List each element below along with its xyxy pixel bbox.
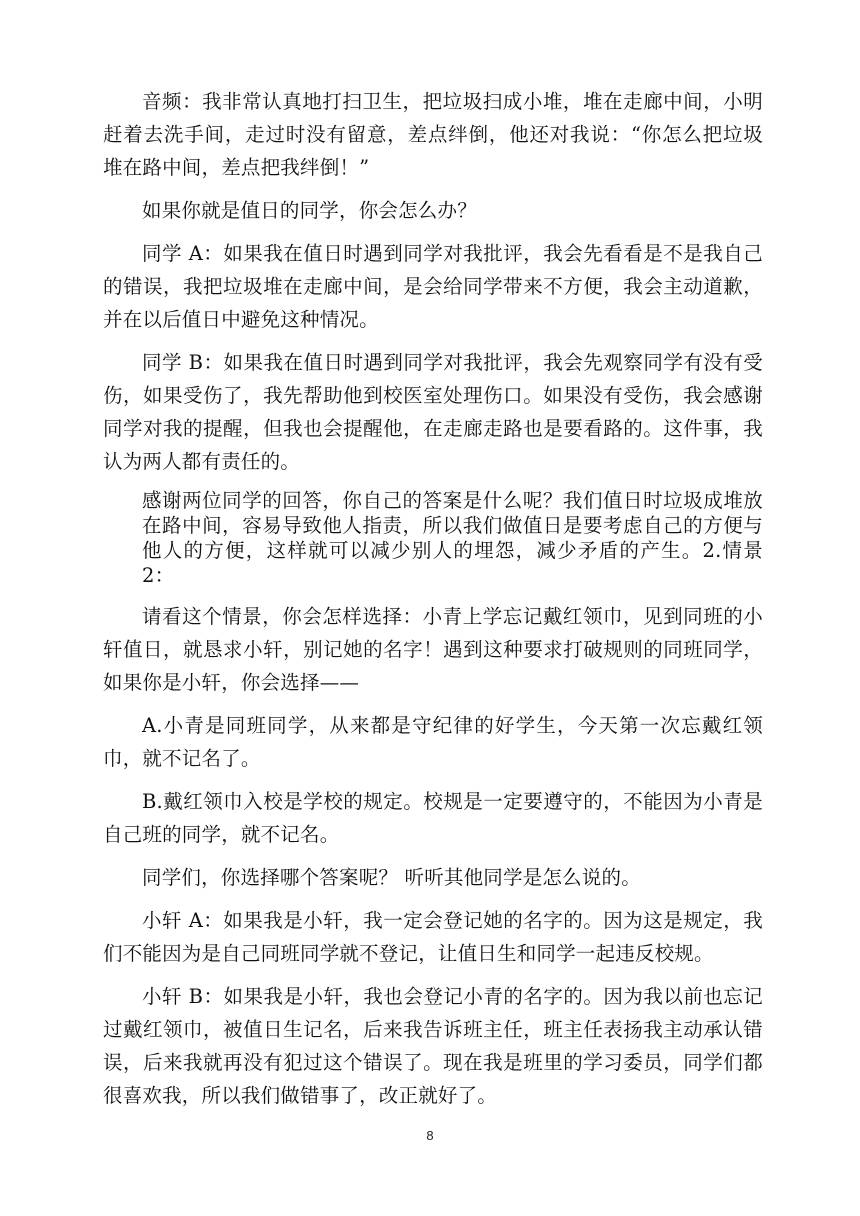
paragraph-student-a: 同学 A：如果我在值日时遇到同学对我批评，我会先看看是不是我自己的错误，我把垃圾堆在走廊中间，是会给同学带来不方便，我会主动道歉，并在以后值日中避免这种情况。 [103, 242, 763, 331]
paragraph-option-b: B.戴红领巾入校是学校的规定。校规是一定要遵守的，不能因为小青是自己班的同学，就不记名。 [103, 790, 763, 846]
paragraph-choice-question: 同学们，你选择哪个答案呢？ 听听其他同学是怎么说的。 [142, 866, 641, 889]
paragraph-audio: 音频：我非常认真地打扫卫生，把垃圾扫成小堆，堆在走廊中间，小明赶着去洗手间，走过时没有留意，差点绊倒，他还对我说：“你怎么把垃圾堆在路中间，差点把我绊倒！” [103, 90, 763, 179]
page-content [103, 85, 763, 1122]
paragraph-student-b: 同学 B：如果我在值日时遇到同学对我批评，我会先观察同学有没有受伤，如果受伤了，我先帮助他到校医室处理伤口。如果没有受伤，我会感谢同学对我的提醒，但我也会提醒他，在走廊走路也是要看路的。这件事，我认为两人都有责任的。 [103, 351, 763, 473]
paragraph-summary: 感谢两位同学的回答，你自己的答案是什么呢？我们值日时垃圾成堆放在路中间，容易导致他人指责，所以我们做值日是要考虑自己的方便与 他人的方便，这样就可以减少别人的埋怨，减少矛盾的产生。2.情景 2： [142, 489, 763, 587]
paragraph-xiaoxuan-b: 小轩 B：如果我是小轩，我也会登记小青的名字的。因为我以前也忘记过戴红领巾，被值日生记名，后来我告诉班主任，班主任表扬我主动承认错误，后来我就再没有犯过这个错误了。现在我是班里的学习委员，同学们都很喜欢我，所以我们做错事了，改正就好了。 [103, 985, 763, 1107]
page-number: 8 [426, 1128, 434, 1143]
paragraph-xiaoxuan-a: 小轩 A：如果我是小轩，我一定会登记她的名字的。因为这是规定，我们不能因为是自己同班同学就不登记，让值日生和同学一起违反校规。 [103, 909, 763, 965]
paragraph-scenario-2: 请看这个情景，你会怎样选择：小青上学忘记戴红领巾，见到同班的小轩值日，就恳求小轩，别记她的名字！遇到这种要求打破规则的同班同学，如果你是小轩，你会选择—— [103, 605, 763, 694]
paragraph-option-a: A.小青是同班同学，从来都是守纪律的好学生，今天第一次忘戴红领巾，就不记名了。 [103, 714, 763, 770]
paragraph-question: 如果你就是值日的同学，你会怎么办？ [142, 199, 477, 222]
